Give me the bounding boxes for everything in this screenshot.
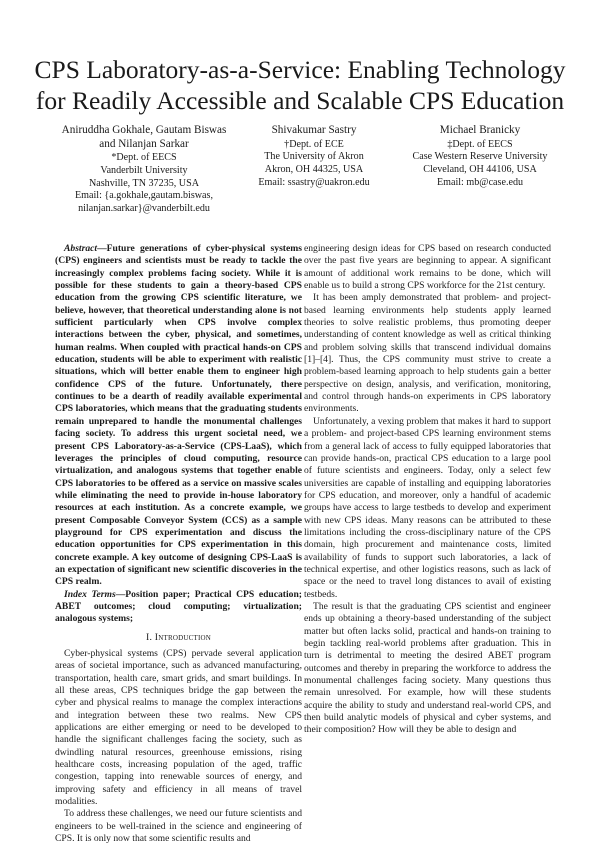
section-number: I.	[146, 631, 153, 643]
body-paragraph: It has been amply demonstrated that problem- and project-based learning environments help students apply learned theories to solve realistic problems, thus promoting deeper understanding of content knowledge as well as critical thinking and problem solving skills that transcend individual domains [1]–[4]. Thus, the CPS community must strive to create a problem-based learning approach to help students gain a better perspective on design, analysis, and verification, monitoring, and control through hands-on experiments in CPS laboratory environments.	[304, 292, 551, 415]
email-line: nilanjan.sarkar}@vanderbilt.edu	[78, 203, 210, 215]
author-vanderbilt	[60, 124, 228, 216]
email-line: Email: ssastry@uakron.edu	[258, 176, 370, 188]
section-heading	[55, 632, 302, 644]
author-case-western	[400, 124, 560, 216]
author-names: Aniruddha Gokhale, Gautam Biswas and Nilanjan Sarkar	[61, 124, 227, 150]
affiliation-line: Case Western Reserve University	[412, 151, 548, 163]
body-paragraph: Unfortunately, a vexing problem that makes it hard to support a problem- and project-based CPS learning environment stems from a general lack of access to fully equipped laboratories that can provide hands-on, practical CPS education to a large pool of future scientists and engineers. Today, only a select few universities are capable of installing and equipping laboratories for CPS education, and moreover, only a handful of academic groups have access to large testbeds to develop and experiment with new CPS ideas. Many reasons can be attributed to these limitations including the cross-disciplinary nature of the CPS domain, high procurement and maintenance costs, limited availability of funds to support such laboratories, a lack of technical expertise, and other logistics reasons, such as lack of space or the need to travel long distances to avail of existing testbeds.	[304, 415, 551, 600]
affiliation-line: The University of Akron	[264, 151, 364, 163]
author-names: Michael Branicky	[439, 124, 521, 136]
author-names: Shivakumar Sastry	[271, 124, 357, 136]
email-line: Email: mb@case.edu	[436, 176, 524, 188]
paper-title: CPS Laboratory-as-a-Service: Enabling Technology for Readily Accessible and Scalable CPS Education	[34, 55, 566, 115]
index-terms	[55, 589, 302, 626]
index-terms-text: —Position paper; Practical CPS education; ABET outcomes; cloud computing; virtualization; analogous systems;	[55, 588, 302, 625]
author-akron	[234, 124, 394, 216]
affiliation-line: Vanderbilt University	[100, 164, 188, 176]
left-column	[55, 243, 302, 846]
abstract-text: —Future generations of cyber-physical systems (CPS) engineers and scientists must be ready to tackle the increasingly complex problems facing society. While it is possible for these students to gain a theory-based CPS education from the growing CPS scientific literature, we believe, however, that theoretical understanding alone is not sufficient particularly when CPS involve complex interactions between the cyber, physical, and sometimes, human realms. When coupled with practical hands-on CPS education, students will be able to experiment with realistic situations, which will better enable them to engineer high confidence CPS of the future. Unfortunately, there continues to be a dearth of readily available experimental CPS laboratories, which means that the graduating students remain unprepared to handle the monumental challenges facing society. To address this urgent societal need, we present CPS Laboratory-as-a-Service (CPS-LaaS), which leverages the principles of cloud computing, resource virtualization, and analogous systems that together enable CPS laboratories to be offered as a service on massive scales while eliminating the need to provide in-house laboratory resources at each institution. As a concrete example, we present Composable Conveyor System (CCS) as a sample playground for CPS experimentation and discuss the education opportunities for CPS experimentation in this concrete example. A key outcome of designing CPS-LaaS is an expectation of significant new scientific discoveries in the CPS realm.	[55, 243, 302, 588]
right-column	[304, 243, 551, 737]
body-paragraph: The result is that the graduating CPS scientist and engineer ends up obtaining a theory-based understanding of the subject matter but often lacks solid, practical and hands-on training to begin tackling real-world problems after graduation. This in turn is detrimental to meeting the desired ABET program outcomes and thereby in preparing the workforce to address the monumental challenges facing society. Many questions thus remain unresolved. For example, how will these students acquire the ability to study and understand real-world CPS, and then build analytic models of physical and cyber systems, and their composition? How will they be able to design and	[304, 600, 551, 736]
body-paragraph: engineering design ideas for CPS based on research conducted over the past five years are beginning to appear. A significant amount of additional work remains to be done, which will enable us to build a strong CPS workforce for the 21st century.	[304, 243, 551, 292]
body-paragraph: To address these challenges, we need our future scientists and engineers to be well-trained in the science and engineering of CPS. It is only now that some scientific results and	[55, 808, 302, 845]
affiliation-line: ‡Dept. of EECS	[447, 138, 513, 150]
abstract	[55, 243, 302, 589]
email-line: Email: {a.gokhale,gautam.biswas,	[75, 190, 213, 202]
affiliation-line: †Dept. of ECE	[284, 138, 344, 150]
section-title: Introduction	[154, 631, 211, 643]
index-terms-label: Index Terms	[64, 588, 116, 600]
abstract-label: Abstract	[64, 243, 98, 254]
author-block	[60, 124, 560, 216]
affiliation-line: Cleveland, OH 44106, USA	[423, 164, 537, 176]
body-paragraph: Cyber-physical systems (CPS) pervade several application areas of societal importance, such as advanced manufacturing, transportation, health care, smart grids, and smart buildings. In all these areas, CPS techniques bridge the gap between the cyber and physical realms to manage the complex interactions and integration between these two realms. New CPS applications are either emerging or need to be developed to handle the significant challenges facing the society, such as dwindling natural resources, greenhouse emissions, rising healthcare costs, increasing population of the aged, traffic congestion, tapping into renewable sources of energy, and improving safety and efficiency in all means of travel modalities.	[55, 648, 302, 808]
affiliation-line: *Dept. of EECS	[111, 152, 177, 163]
affiliation-line: Nashville, TN 37235, USA	[88, 177, 199, 189]
affiliation-line: Akron, OH 44325, USA	[264, 164, 364, 176]
